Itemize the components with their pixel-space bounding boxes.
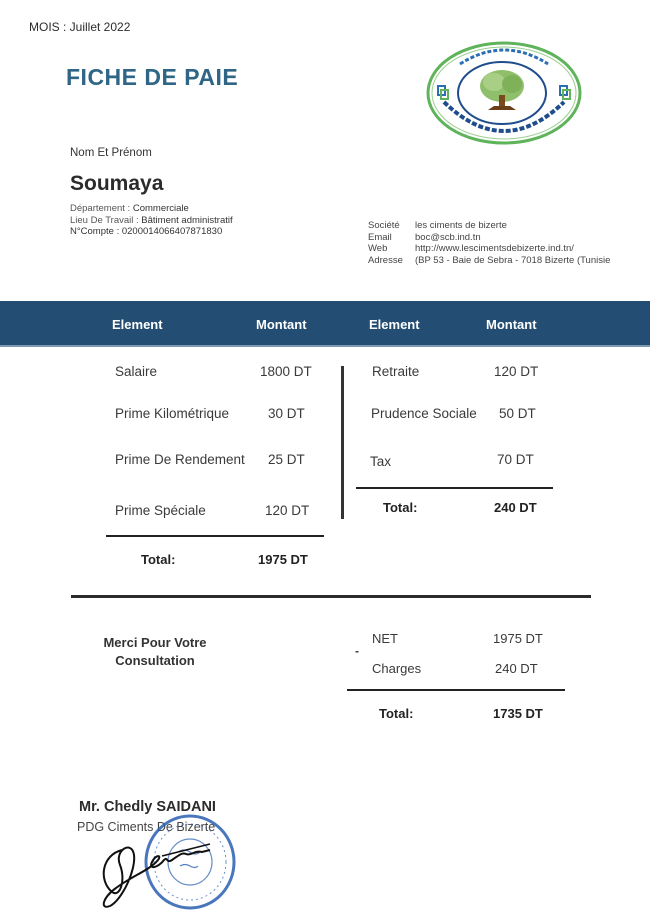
thanks-message: Merci Pour Votre Consultation bbox=[103, 635, 207, 668]
column-header-amount: Montant bbox=[256, 317, 307, 332]
company-row-address bbox=[368, 255, 610, 267]
deductions-total: 240 DT bbox=[494, 500, 537, 515]
deduction-label: Tax bbox=[370, 454, 392, 469]
summary-amount: 1975 DT bbox=[493, 631, 543, 646]
table-header bbox=[0, 301, 650, 347]
company-details bbox=[368, 220, 610, 266]
summary-divider bbox=[347, 689, 565, 691]
earnings-divider bbox=[106, 535, 324, 537]
summary-amount: 240 DT bbox=[495, 661, 538, 676]
signatory-name: Mr. Chedly SAIDANI bbox=[79, 799, 216, 815]
employee-name: Soumaya bbox=[70, 172, 164, 195]
workplace-value: Bâtiment administratif bbox=[141, 214, 233, 226]
company-value: les ciments de bizerte bbox=[415, 220, 507, 231]
company-value: (BP 53 - Baie de Sebra - 7018 Bizerte (Tunisie bbox=[415, 254, 611, 266]
earning-amount: 1800 DT bbox=[260, 364, 312, 379]
earning-label: Prime De Rendement bbox=[115, 452, 245, 467]
deductions-total-label: Total: bbox=[383, 500, 418, 515]
company-key: Web bbox=[368, 243, 388, 254]
workplace-label: Lieu De Travail : bbox=[70, 214, 142, 226]
signatory-role: PDG Ciments De Bizerte bbox=[77, 820, 216, 834]
department-row bbox=[70, 203, 233, 215]
name-label: Nom Et Prénom bbox=[70, 147, 152, 159]
earning-amount: 25 DT bbox=[268, 452, 305, 467]
workplace-row bbox=[70, 215, 233, 227]
earning-label: Prime Kilométrique bbox=[115, 406, 230, 421]
summary-total-label: Total: bbox=[379, 706, 414, 721]
deduction-label: Prudence Sociale bbox=[371, 406, 477, 421]
deduction-amount: 50 DT bbox=[499, 406, 536, 421]
company-email[interactable]: boc@scb.ind.tn bbox=[415, 231, 481, 243]
department-label: Département : bbox=[70, 203, 133, 214]
account-value: 0200014066407871830 bbox=[121, 226, 223, 237]
earning-amount: 30 DT bbox=[268, 406, 305, 421]
company-row-societe bbox=[368, 220, 610, 232]
deduction-amount: 120 DT bbox=[494, 364, 539, 379]
company-logo-icon bbox=[424, 40, 584, 146]
company-row-email bbox=[368, 232, 610, 244]
column-separator bbox=[341, 366, 344, 519]
deduction-label: Retraite bbox=[372, 364, 420, 379]
page-title: FICHE DE PAIE bbox=[66, 64, 239, 90]
account-label: N°Compte : bbox=[70, 226, 122, 237]
minus-sign: - bbox=[355, 644, 359, 658]
month-label: MOIS : Juillet 2022 bbox=[29, 20, 131, 34]
employee-details bbox=[70, 203, 233, 238]
section-divider bbox=[71, 595, 591, 598]
company-key: Email bbox=[368, 231, 392, 243]
earning-label: Salaire bbox=[115, 364, 158, 379]
column-header-amount: Montant bbox=[486, 317, 537, 332]
summary-label: Charges bbox=[372, 661, 422, 676]
earnings-total: 1975 DT bbox=[258, 552, 308, 567]
company-key: Société bbox=[368, 220, 400, 231]
earning-label: Prime Spéciale bbox=[115, 503, 206, 518]
stamp-signature-icon bbox=[92, 810, 242, 915]
earning-amount: 120 DT bbox=[265, 503, 310, 518]
earnings-total-label: Total: bbox=[141, 552, 176, 567]
department-value: Commerciale bbox=[132, 203, 189, 214]
account-row bbox=[70, 226, 233, 238]
column-header-element: Element bbox=[369, 317, 420, 332]
deductions-divider bbox=[356, 487, 553, 489]
company-website[interactable]: http://www.lescimentsdebizerte.ind.tn/ bbox=[415, 243, 574, 254]
summary-total: 1735 DT bbox=[493, 706, 543, 721]
company-row-web bbox=[368, 243, 610, 255]
deduction-amount: 70 DT bbox=[497, 452, 534, 467]
column-header-element: Element bbox=[112, 317, 163, 332]
company-key: Adresse bbox=[368, 254, 403, 266]
summary-label: NET bbox=[372, 631, 398, 646]
